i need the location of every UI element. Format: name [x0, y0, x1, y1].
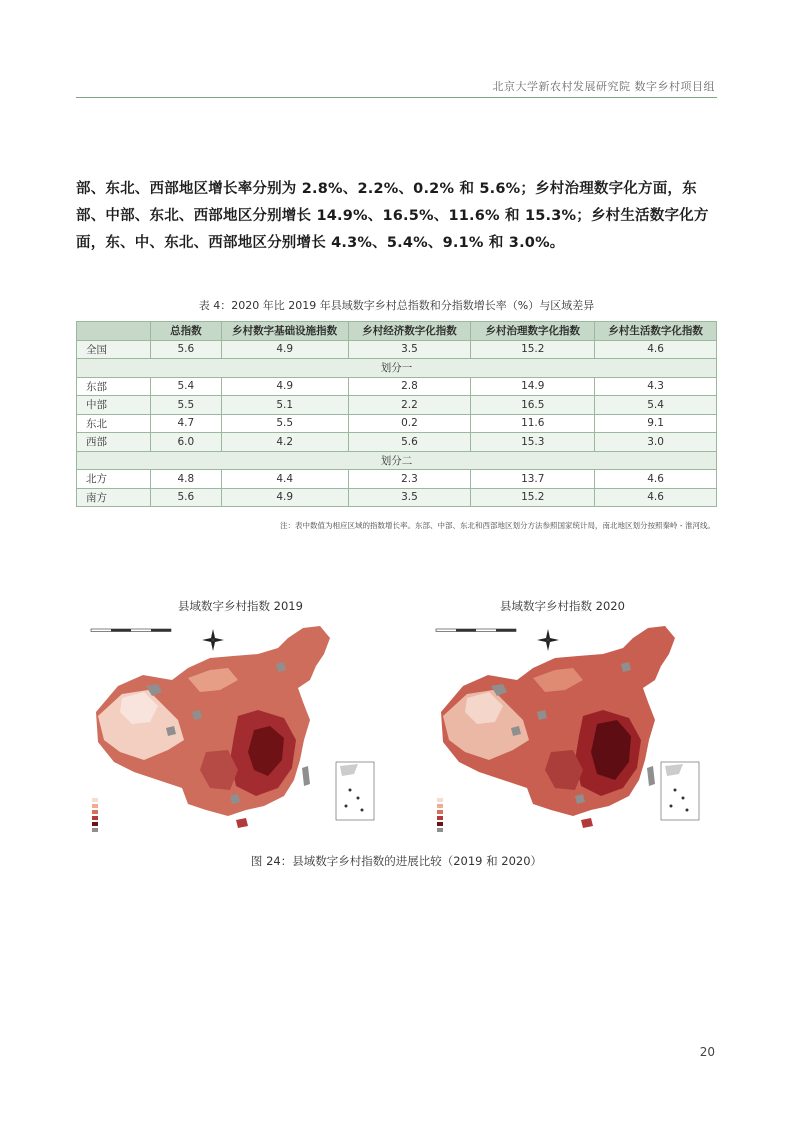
value-cell: 2.2 — [348, 396, 471, 415]
running-header: 北京大学新农村发展研究院 数字乡村项目组 — [492, 80, 715, 93]
map-legend — [92, 798, 98, 832]
value-cell: 15.3 — [471, 433, 595, 452]
header-divider — [76, 97, 717, 98]
value-cell: 5.5 — [221, 414, 348, 433]
region-cell: 南方 — [77, 488, 151, 507]
region-cell: 北方 — [77, 470, 151, 489]
value-cell: 2.8 — [348, 377, 471, 396]
header-cell: 乡村治理数字化指数 — [471, 322, 595, 341]
table-note: 注：表中数值为相应区域的指数增长率。东部、中部、东北和西部地区划分方法参照国家统计局，南北地区划分按照秦岭 - 淮河线。 — [280, 521, 715, 530]
north-arrow-icon — [537, 629, 559, 651]
value-cell: 4.2 — [221, 433, 348, 452]
header-cell: 总指数 — [150, 322, 221, 341]
page-number: 20 — [699, 1045, 715, 1059]
value-cell: 3.0 — [595, 433, 717, 452]
value-cell: 4.7 — [150, 414, 221, 433]
scale-bar — [436, 629, 516, 632]
header-cell: 乡村生活数字化指数 — [595, 322, 717, 341]
group-row — [77, 359, 717, 378]
value-cell: 5.6 — [348, 433, 471, 452]
value-cell: 4.6 — [595, 488, 717, 507]
value-cell: 3.5 — [348, 488, 471, 507]
group-label: 划分二 — [77, 451, 717, 470]
header-cell — [77, 322, 151, 341]
south-china-sea-inset — [336, 762, 374, 820]
header-cell: 乡村经济数字化指数 — [348, 322, 471, 341]
value-cell: 9.1 — [595, 414, 717, 433]
table-caption: 表 4：2020 年比 2019 年县域数字乡村总指数和分指数增长率（%）与区域差异 — [198, 299, 595, 312]
value-cell: 3.5 — [348, 340, 471, 359]
value-cell: 4.9 — [221, 488, 348, 507]
value-cell: 4.4 — [221, 470, 348, 489]
body-paragraph: 部、东北、西部地区增长率分别为 2.8%、2.2%、0.2% 和 5.6%；乡村治理数字化方面，东部、中部、东北、西部地区分别增长 14.9%、16.5%、11.6% 和 15.3%；乡村生活数字化方面，东、中、东北、西部地区分别增长 4.3%、5.4%、9.1% 和 3.0%。 — [76, 181, 709, 251]
value-cell: 13.7 — [471, 470, 595, 489]
value-cell: 6.0 — [150, 433, 221, 452]
figure-caption: 图 24：县域数字乡村指数的进展比较（2019 和 2020） — [250, 854, 543, 868]
region-cell: 西部 — [77, 433, 151, 452]
value-cell: 15.2 — [471, 340, 595, 359]
north-arrow-icon — [202, 629, 224, 651]
map-title-2020: 县域数字乡村指数 2020 — [500, 599, 625, 613]
value-cell: 2.3 — [348, 470, 471, 489]
region-cell: 全国 — [77, 340, 151, 359]
growth-rate-table — [76, 321, 717, 507]
group-label: 划分一 — [77, 359, 717, 378]
value-cell: 0.2 — [348, 414, 471, 433]
table-row — [77, 340, 717, 359]
value-cell: 4.9 — [221, 340, 348, 359]
value-cell: 4.9 — [221, 377, 348, 396]
table-row — [77, 414, 717, 433]
value-cell: 4.3 — [595, 377, 717, 396]
value-cell: 5.6 — [150, 340, 221, 359]
table-row — [77, 377, 717, 396]
group-row — [77, 451, 717, 470]
value-cell: 4.8 — [150, 470, 221, 489]
value-cell: 4.6 — [595, 340, 717, 359]
map-legend — [437, 798, 443, 832]
map-title-2019: 县域数字乡村指数 2019 — [178, 599, 303, 613]
choropleth-map-2019 — [88, 620, 378, 848]
choropleth-map-2020 — [433, 620, 723, 848]
value-cell: 14.9 — [471, 377, 595, 396]
south-china-sea-inset — [661, 762, 699, 820]
scale-bar — [91, 629, 171, 632]
value-cell: 5.6 — [150, 488, 221, 507]
table-header-row — [77, 322, 717, 341]
table-row — [77, 433, 717, 452]
table-row — [77, 488, 717, 507]
value-cell: 11.6 — [471, 414, 595, 433]
value-cell: 16.5 — [471, 396, 595, 415]
table-row — [77, 396, 717, 415]
china-map-shape — [96, 626, 330, 828]
china-map-shape — [441, 626, 675, 828]
region-cell: 中部 — [77, 396, 151, 415]
value-cell: 5.5 — [150, 396, 221, 415]
value-cell: 5.4 — [150, 377, 221, 396]
region-cell: 东北 — [77, 414, 151, 433]
value-cell: 5.1 — [221, 396, 348, 415]
value-cell: 4.6 — [595, 470, 717, 489]
region-cell: 东部 — [77, 377, 151, 396]
value-cell: 5.4 — [595, 396, 717, 415]
table-row — [77, 470, 717, 489]
value-cell: 15.2 — [471, 488, 595, 507]
header-cell: 乡村数字基础设施指数 — [221, 322, 348, 341]
